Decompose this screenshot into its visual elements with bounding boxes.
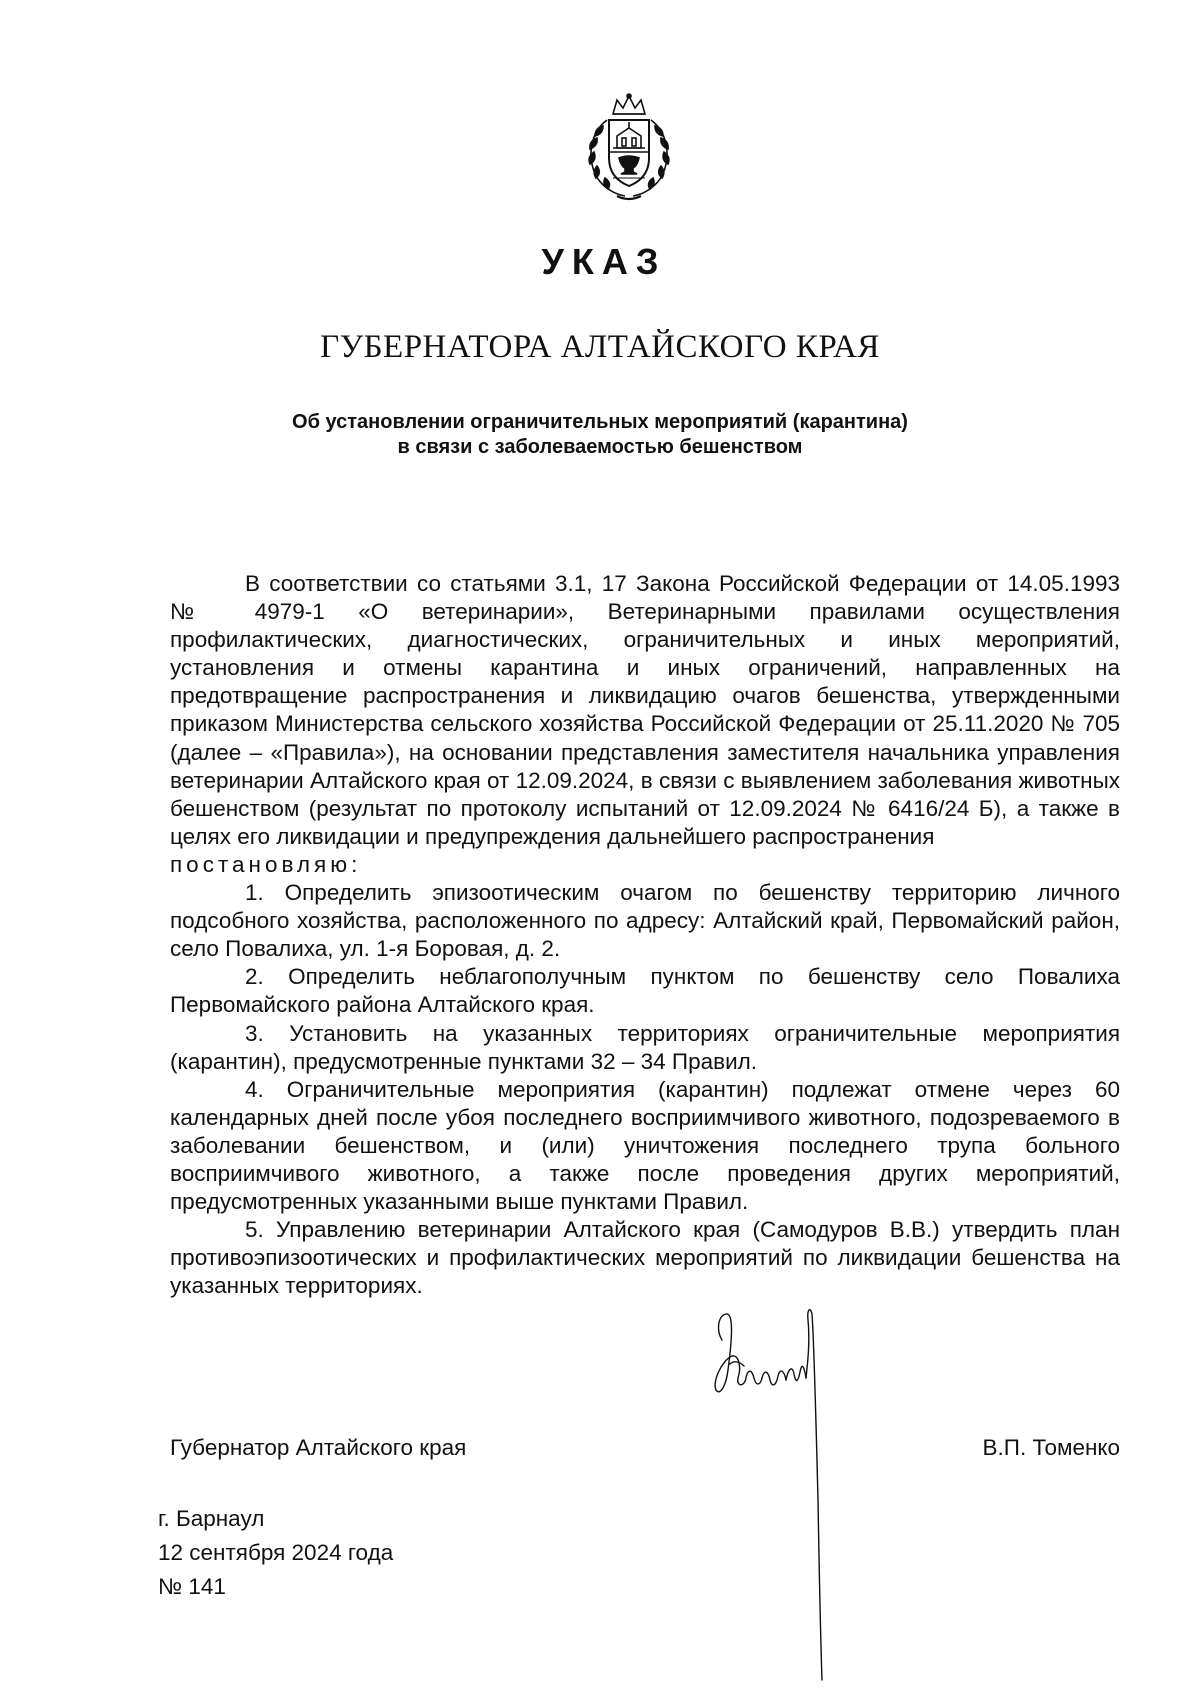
subject-line-1: Об установлении ограничительных мероприятий (карантина) xyxy=(292,411,908,433)
item-paragraph-1: 1. Определить эпизоотическим очагом по бешенству территорию личного подсобного хозяйства, расположенного по адресу: Алтайский край, Первомайский район, село Повалиха, ул. 1-я Боровая, д. 2. xyxy=(170,880,1120,962)
subject-line-2: в связи с заболеваемостью бешенством xyxy=(397,436,803,458)
document-body xyxy=(170,570,1120,1300)
document-number: № 141 xyxy=(158,1574,226,1599)
signatory-position: Губернатор Алтайского края xyxy=(170,1435,467,1460)
document-issuer: ГУБЕРНАТОРА АЛТАЙСКОГО КРАЯ xyxy=(320,329,880,365)
item-paragraph-3: 3. Установить на указанных территориях ограничительные мероприятия (карантин), предусмотренные пунктами 32 – 34 Правил. xyxy=(170,1020,1120,1074)
signatory-name: В.П. Томенко xyxy=(982,1435,1120,1460)
handwritten-signature-icon xyxy=(698,1300,878,1690)
issue-date: 12 сентября 2024 года xyxy=(158,1540,394,1565)
preamble-paragraph: В соответствии со статьями 3.1, 17 Закона Российской Федерации от 14.05.1993 № 4979-1 «О ветеринарии», Ветеринарными правилами осуществления профилактических, диагностических, ограничительных и иных мероприятий, установления и отмены карантина и иных ограничений, направленных на предотвращение распространения и ликвидацию очагов бешенства, утвержденными приказом Министерства сельского хозяйства Российской Федерации от 25.11.2020 № 705 (далее – «Правила»), на основании представления заместителя начальника управления ветеринарии Алтайского края от 12.09.2024, в связи с выявлением заболевания животных бешенством (результат по протоколу испытаний от 12.09.2024 № 6416/24 Б), а также в целях его ликвидации и предупреждения дальнейшего распространения xyxy=(170,571,1120,849)
document-title: УКАЗ xyxy=(541,241,667,282)
item-paragraph-5: 5. Управлению ветеринарии Алтайского края (Самодуров В.В.) утвердить план противоэпизоотических и профилактических мероприятий по ликвидации бешенства на указанных территориях. xyxy=(170,1217,1120,1299)
item-paragraph-2: 2. Определить неблагополучным пунктом по бешенству село Повалиха Первомайского района Алтайского края. xyxy=(170,964,1120,1018)
resolution-word: постановляю: xyxy=(170,851,362,877)
coat-of-arms-icon xyxy=(577,92,681,204)
item-paragraph-4: 4. Ограничительные мероприятия (карантин) подлежат отмене через 60 календарных дней после убоя последнего восприимчивого животного, подозреваемого в заболевании бешенством, и (или) уничтожения последнего трупа больного восприимчивого животного, а также после проведения других мероприятий, предусмотренных указанными выше пунктами Правил. xyxy=(170,1076,1120,1215)
document-footer xyxy=(158,1502,393,1604)
document-subject xyxy=(200,410,1000,460)
issue-city: г. Барнаул xyxy=(158,1506,265,1531)
